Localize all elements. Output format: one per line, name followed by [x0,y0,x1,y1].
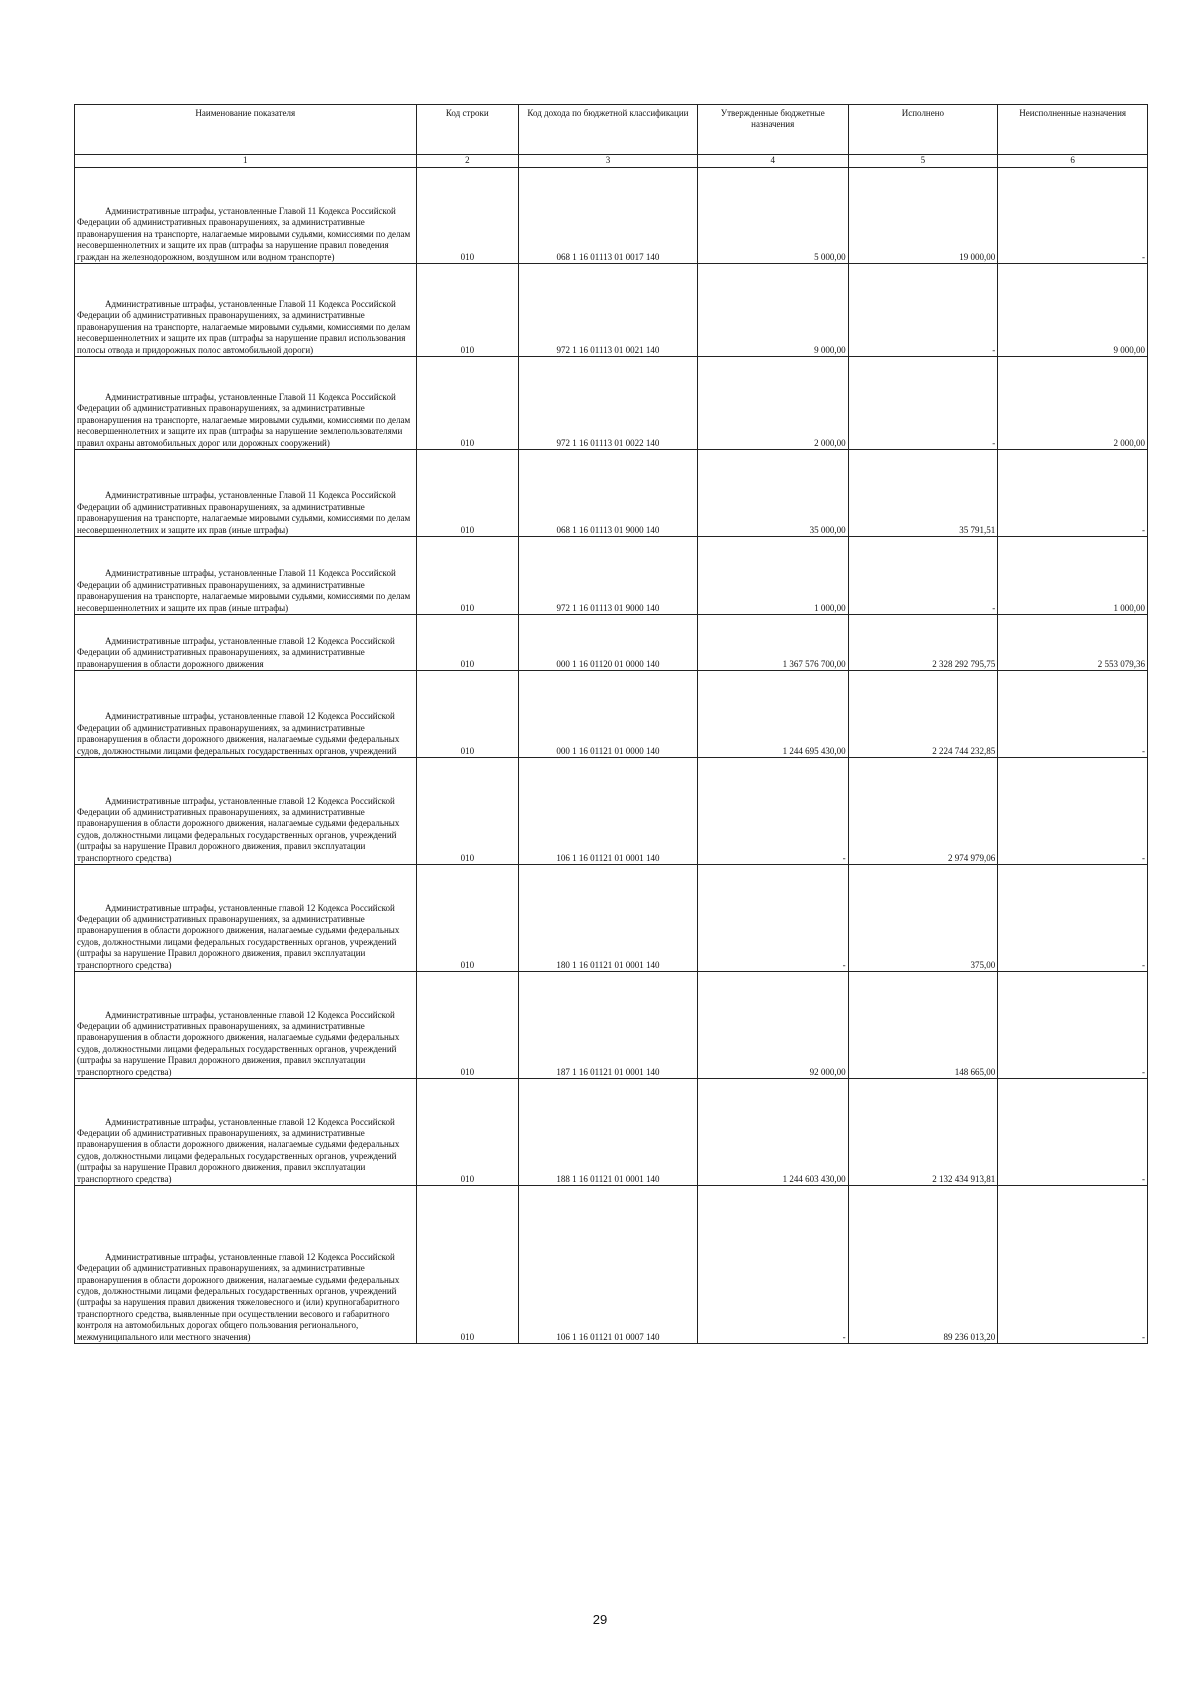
column-number-row [75,155,1148,168]
approved-amount-cell: 1 367 576 700,00 [697,615,848,671]
table-row [75,168,1148,264]
unexecuted-amount-cell: 1 000,00 [998,537,1148,615]
table-row [75,450,1148,537]
indicator-name-cell [75,168,417,264]
executed-amount-cell: 2 328 292 795,75 [848,615,998,671]
column-number: 5 [848,155,998,168]
line-code-cell: 010 [416,168,518,264]
unexecuted-amount-cell: - [998,168,1148,264]
table-row [75,671,1148,758]
table-body [75,168,1148,1344]
indicator-name-text: Административные штрафы, установленные Главой 11 Кодекса Российской Федерации об административных правонарушениях, за административные правонарушения на транспорте, налагаемые мировыми судьями, комиссиями по делам несовершеннолетних и защите их прав (штрафы за нарушение правил использования полосы отвода и придорожных полос автомобильной дороги) [77,298,411,355]
indicator-name-text: Административные штрафы, установленные главой 12 Кодекса Российской Федерации об административных правонарушениях, за административные правонарушения в области дорожного движения [77,635,395,669]
income-code-cell: 972 1 16 01113 01 0022 140 [519,357,698,450]
approved-amount-cell: 1 000,00 [697,537,848,615]
header-line-code: Код строки [416,105,518,155]
income-code-cell: 068 1 16 01113 01 9000 140 [519,450,698,537]
table-row [75,758,1148,865]
executed-amount-cell: - [848,357,998,450]
indicator-name-text: Административные штрафы, установленные главой 12 Кодекса Российской Федерации об административных правонарушениях, за административные правонарушения в области дорожного движения, налагаемые судьями федеральных судов, должностными лицами федеральных государственных органов, учреждений (штрафы за нарушение Правил дорожного движения, правил эксплуатации транспортного средства) [77,1009,400,1077]
income-code-cell: 187 1 16 01121 01 0001 140 [519,972,698,1079]
indicator-name-text: Административные штрафы, установленные главой 12 Кодекса Российской Федерации об административных правонарушениях, за административные правонарушения в области дорожного движения, налагаемые судьями федеральных судов, должностными лицами федеральных государственных органов, учреждений (штрафы за нарушение Правил дорожного движения, правил эксплуатации транспортного средства) [77,795,400,863]
income-code-cell: 106 1 16 01121 01 0001 140 [519,758,698,865]
table-row [75,972,1148,1079]
executed-amount-cell: - [848,264,998,357]
executed-amount-cell: 19 000,00 [848,168,998,264]
budget-execution-table [74,104,1148,1344]
executed-amount-cell: - [848,537,998,615]
indicator-name-cell [75,450,417,537]
line-code-cell: 010 [416,450,518,537]
income-code-cell: 180 1 16 01121 01 0001 140 [519,865,698,972]
approved-amount-cell: 9 000,00 [697,264,848,357]
indicator-name-cell [75,1186,417,1344]
column-number: 1 [75,155,417,168]
indicator-name-cell [75,537,417,615]
executed-amount-cell: 2 974 979,06 [848,758,998,865]
approved-amount-cell: - [697,1186,848,1344]
executed-amount-cell: 35 791,51 [848,450,998,537]
line-code-cell: 010 [416,865,518,972]
line-code-cell: 010 [416,972,518,1079]
income-code-cell: 188 1 16 01121 01 0001 140 [519,1079,698,1186]
table-row [75,357,1148,450]
indicator-name-cell [75,264,417,357]
indicator-name-text: Административные штрафы, установленные Главой 11 Кодекса Российской Федерации об административных правонарушениях, за административные правонарушения на транспорте, налагаемые мировыми судьями, комиссиями по делам несовершеннолетних и защите их прав (штрафы за нарушение землепользователями правил охраны автомобильных дорог или дорожных сооружений) [77,391,411,448]
income-code-cell: 106 1 16 01121 01 0007 140 [519,1186,698,1344]
indicator-name-cell [75,357,417,450]
table-row [75,1186,1148,1344]
indicator-name-cell [75,671,417,758]
unexecuted-amount-cell: - [998,450,1148,537]
table-row [75,1079,1148,1186]
header-row [75,105,1148,155]
header-approved: Утвержденные бюджетные назначения [697,105,848,155]
line-code-cell: 010 [416,615,518,671]
indicator-name-text: Административные штрафы, установленные главой 12 Кодекса Российской Федерации об административных правонарушениях, за административные правонарушения в области дорожного движения, налагаемые судьями федеральных судов, должностными лицами федеральных государственных органов, учреждений [77,711,400,756]
approved-amount-cell: 35 000,00 [697,450,848,537]
column-number: 6 [998,155,1148,168]
unexecuted-amount-cell: 2 553 079,36 [998,615,1148,671]
line-code-cell: 010 [416,671,518,758]
indicator-name-cell [75,758,417,865]
table-row [75,615,1148,671]
indicator-name-cell [75,865,417,972]
table-row [75,264,1148,357]
approved-amount-cell: 5 000,00 [697,168,848,264]
header-indicator-name: Наименование показателя [75,105,417,155]
indicator-name-text: Административные штрафы, установленные Главой 11 Кодекса Российской Федерации об административных правонарушениях, за административные правонарушения на транспорте, налагаемые мировыми судьями, комиссиями по делам несовершеннолетних и защите их прав (иные штрафы) [77,490,411,535]
income-code-cell: 000 1 16 01120 01 0000 140 [519,615,698,671]
indicator-name-text: Административные штрафы, установленные Главой 11 Кодекса Российской Федерации об административных правонарушениях, за административные правонарушения на транспорте, налагаемые мировыми судьями, комиссиями по делам несовершеннолетних и защите их прав (штрафы за нарушение правил поведения граждан на железнодорожном, воздушном или водном транспорте) [77,205,411,262]
report-sheet [74,104,1148,1344]
column-number: 4 [697,155,848,168]
approved-amount-cell: 2 000,00 [697,357,848,450]
header-executed: Исполнено [848,105,998,155]
line-code-cell: 010 [416,1079,518,1186]
line-code-cell: 010 [416,537,518,615]
header-unexecuted: Неисполненные назначения [998,105,1148,155]
unexecuted-amount-cell: 2 000,00 [998,357,1148,450]
unexecuted-amount-cell: - [998,671,1148,758]
unexecuted-amount-cell: - [998,1079,1148,1186]
income-code-cell: 972 1 16 01113 01 9000 140 [519,537,698,615]
executed-amount-cell: 2 224 744 232,85 [848,671,998,758]
income-code-cell: 972 1 16 01113 01 0021 140 [519,264,698,357]
page-number: 29 [592,1612,608,1627]
approved-amount-cell: 92 000,00 [697,972,848,1079]
table-row [75,865,1148,972]
indicator-name-cell [75,615,417,671]
income-code-cell: 068 1 16 01113 01 0017 140 [519,168,698,264]
approved-amount-cell: 1 244 695 430,00 [697,671,848,758]
indicator-name-text: Административные штрафы, установленные главой 12 Кодекса Российской Федерации об административных правонарушениях, за административные правонарушения в области дорожного движения, налагаемые судьями федеральных судов, должностными лицами федеральных государственных органов, учреждений (штрафы за нарушение Правил дорожного движения, правил эксплуатации транспортного средства) [77,1116,400,1184]
unexecuted-amount-cell: - [998,1186,1148,1344]
income-code-cell: 000 1 16 01121 01 0000 140 [519,671,698,758]
header-income-code: Код дохода по бюджетной классификации [519,105,698,155]
executed-amount-cell: 89 236 013,20 [848,1186,998,1344]
line-code-cell: 010 [416,264,518,357]
approved-amount-cell: - [697,865,848,972]
indicator-name-cell [75,1079,417,1186]
executed-amount-cell: 148 665,00 [848,972,998,1079]
indicator-name-text: Административные штрафы, установленные главой 12 Кодекса Российской Федерации об административных правонарушениях, за административные правонарушения в области дорожного движения, налагаемые судьями федеральных судов, должностными лицами федеральных государственных органов, учреждений (штрафы за нарушения правил движения тяжеловесного и (или) крупногабаритного транспортного средства, выявленные при осуществлении весового и габаритного контроля на автомобильных дорогах общего пользования регионального, межмуниципального или местного значения) [77,1251,400,1342]
approved-amount-cell: 1 244 603 430,00 [697,1079,848,1186]
unexecuted-amount-cell: - [998,865,1148,972]
column-number: 3 [519,155,698,168]
line-code-cell: 010 [416,1186,518,1344]
unexecuted-amount-cell: 9 000,00 [998,264,1148,357]
line-code-cell: 010 [416,758,518,865]
indicator-name-cell [75,972,417,1079]
unexecuted-amount-cell: - [998,972,1148,1079]
indicator-name-text: Административные штрафы, установленные Главой 11 Кодекса Российской Федерации об административных правонарушениях, за административные правонарушения на транспорте, налагаемые мировыми судьями, комиссиями по делам несовершеннолетних и защите их прав (иные штрафы) [77,568,411,613]
approved-amount-cell: - [697,758,848,865]
unexecuted-amount-cell: - [998,758,1148,865]
executed-amount-cell: 375,00 [848,865,998,972]
line-code-cell: 010 [416,357,518,450]
column-number: 2 [416,155,518,168]
table-row [75,537,1148,615]
indicator-name-text: Административные штрафы, установленные главой 12 Кодекса Российской Федерации об административных правонарушениях, за административные правонарушения в области дорожного движения, налагаемые судьями федеральных судов, должностными лицами федеральных государственных органов, учреждений (штрафы за нарушение Правил дорожного движения, правил эксплуатации транспортного средства) [77,902,400,970]
executed-amount-cell: 2 132 434 913,81 [848,1079,998,1186]
